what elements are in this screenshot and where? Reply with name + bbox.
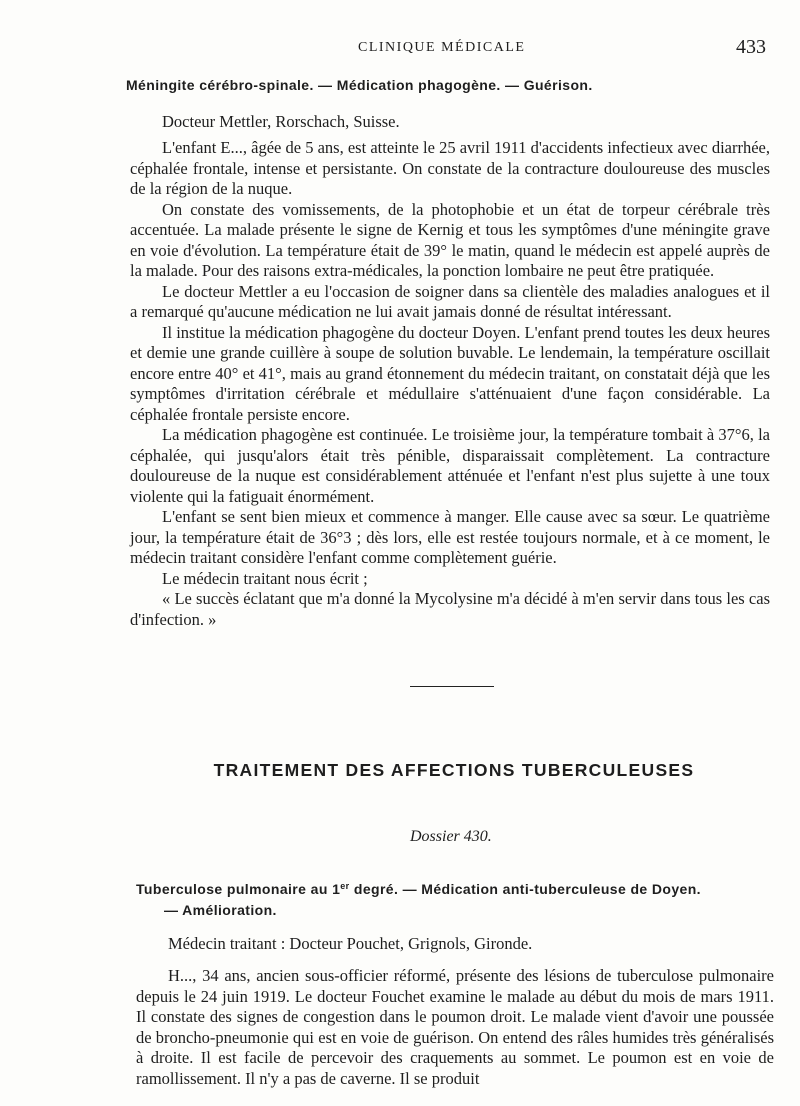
case1-paragraph: Le médecin traitant nous écrit ;: [162, 568, 368, 588]
case1-paragraph: Il institue la médication phagogène du docteur Doyen. L'enfant prend toutes les deux heures et demie une grande cuillère à soupe de solution buvable. Le lendemain, la température oscillait encore entre 40° et 41°, mais au grand étonnement du médecin traitant, on constatait déjà que les symptômes d'irritation cérébrale et médullaire s'atténuaient d'une façon considérable. La céphalée frontale persiste encore.: [130, 322, 770, 424]
case2-heading-line2: — Amélioration.: [164, 902, 277, 918]
running-header: [0, 36, 800, 60]
case2-heading-line1: Tuberculose pulmonaire au 1er degré. — Médication anti-tuberculeuse de Doyen.: [136, 881, 701, 897]
case2-body: [136, 966, 774, 1089]
section-title: TRAITEMENT DES AFFECTIONS TUBERCULEUSES: [213, 760, 695, 780]
case2-doctor: Médecin traitant : Docteur Pouchet, Grignols, Gironde.: [168, 934, 533, 953]
case1-paragraph: « Le succès éclatant que m'a donné la Mycolysine m'a décidé à m'en servir dans tous les cas d'infection. »: [130, 589, 770, 629]
running-title: CLINIQUE MÉDICALE: [358, 40, 526, 55]
case1-body: [130, 138, 770, 630]
page-number: 433: [736, 36, 766, 58]
case1-paragraph: L'enfant se sent bien mieux et commence à manger. Elle cause avec sa sœur. Le quatrième jour, la température était de 36°3 ; dès lors, elle est restée toujours normale, et à ce moment, le médecin traitant considère l'enfant comme complètement guérie.: [130, 507, 770, 567]
section-divider: [410, 686, 494, 687]
case1-paragraph: On constate des vomissements, de la photophobie et un état de torpeur cérébrale très accentuée. La malade présente le signe de Kernig et tous les symptômes d'une méningite grave en voie d'évolution. La température était de 39° le matin, quand le médecin est appelé auprès de la malade. Pour des raisons extra-médicales, la ponction lombaire ne peut être pratiquée.: [130, 199, 770, 280]
case-heading-tuberculose: [136, 879, 781, 921]
case1-paragraph: Le docteur Mettler a eu l'occasion de soigner dans sa clientèle des maladies analogues et il a remarqué qu'aucune médication ne lui avait jamais donné de résultat intéressant.: [130, 281, 770, 321]
case-heading-meningite: Méningite cérébro-spinale. — Médication phagogène. — Guérison.: [126, 77, 593, 93]
dossier-label: Dossier 430.: [410, 828, 492, 845]
case1-paragraph: L'enfant E..., âgée de 5 ans, est atteinte le 25 avril 1911 d'accidents infectieux avec diarrhée, céphalée frontale, intense et persistante. On constate de la contracture douloureuse des muscles de la région de la nuque.: [130, 138, 770, 198]
case1-doctor: Docteur Mettler, Rorschach, Suisse.: [162, 112, 400, 131]
case2-paragraph: H..., 34 ans, ancien sous-officier réformé, présente des lésions de tuberculose pulmonaire depuis le 24 juin 1919. Le docteur Fouchet examine le malade au début du mois de mars 1911. Il constate des signes de congestion dans le poumon droit. Le malade vient d'avoir une poussée de broncho-pneumonie qui est en voie de guérison. On entend des râles humides très généralisés à droite. Il est facile de percevoir des craquements au sommet. Le poumon est en voie de ramollissement. Il n'y a pas de caverne. Il se produit: [136, 966, 774, 1088]
case1-paragraph: La médication phagogène est continuée. Le troisième jour, la température tombait à 37°6, la céphalée, qui jusqu'alors était très pénible, disparaissait complètement. La contracture douloureuse de la nuque est considérablement atténuée et l'enfant n'est plus sujette à une toux violente qui la fatiguait énormément.: [130, 425, 770, 506]
